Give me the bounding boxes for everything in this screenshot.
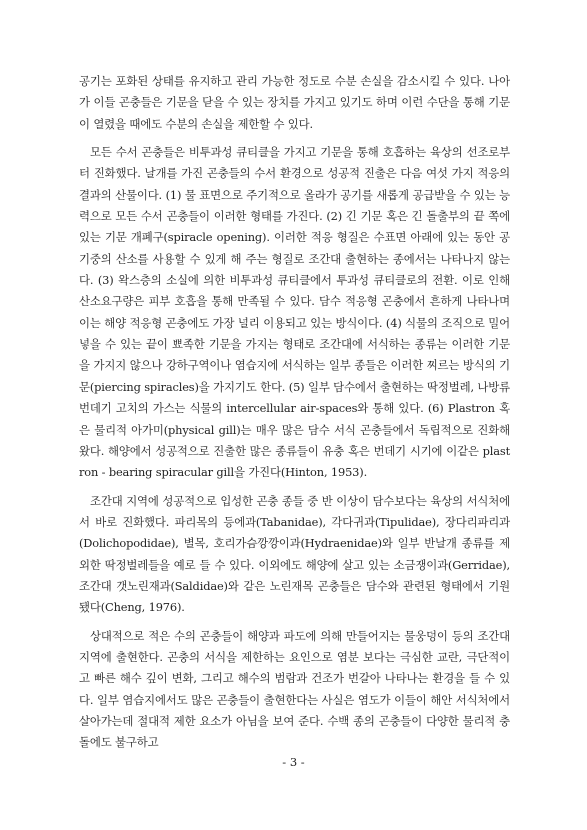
paragraph-3: 조간대 지역에 성공적으로 입성한 곤충 종들 중 반 이상이 담수보다는 육상의 서식처에서 바로 진화했다. 파리목의 등에과(Tabanidae), 각다귀과(Tipulidae), 장다리파리과(Dolichopodidae), 별목, 호리가슴깡깡이과(Hydraenidae)와 일부 반날개 종류를 제외한 딱정벌레들을 예로 들 수 있다. 이외에도 해양에 살고 있는 소금쟁이과(Gerridae), 조간대 갯노린재과(Saldidae)와 같은 노린재목 곤충들은 담수와 관련된 형태에서 기원됐다(Cheng, 1976). [79,493,510,615]
paragraph-4: 상대적으로 적은 수의 곤충들이 해양과 파도에 의해 만들어지는 물웅덩이 등의 조간대 지역에 출현한다. 곤충의 서식을 제한하는 요인으로 염분 보다는 극심한 교란, 극단적이고 빠른 해수 깊이 변화, 그리고 해수의 범람과 건조가 번갈아 나타나는 환경을 들 수 있다. 일부 염습지에서도 많은 곤충들이 출현한다는 사실은 염도가 이들이 해안 서식처에서 살아가는데 절대적 제한 요소가 아님을 보여 준다. 수백 종의 곤충들이 다양한 물리적 충돌에도 불구하고 [79,628,510,750]
paragraph-1: 공기는 포화된 상태를 유지하고 관리 가능한 정도로 수분 손실을 감소시킬 수 있다. 나아가 이들 곤충들은 기문을 닫을 수 있는 장치를 가지고 있기도 하며 이런 수단을 통해 기문이 열렸을 때에도 수분의 손실을 제한할 수 있다. [79,74,510,131]
paragraph-2: 모든 수서 곤충들은 비투과성 큐티클을 가지고 기문을 통해 호흡하는 육상의 선조로부터 진화했다. 날개를 가진 곤충들의 수서 환경으로 성공적 진출은 다음 여섯 가지 적응의 결과의 산물이다. (1) 물 표면으로 주기적으로 올라가 공기를 새롭게 공급받을 수 있는 능력으로 모든 수서 곤충들이 이러한 형태를 가진다. (2) 긴 기문 혹은 긴 돌출부의 끝 쪽에 있는 기문 개폐구(spiracle opening). 이러한 적응 형질은 수표면 아래에 있는 동안 공기중의 산소를 사용할 수 있게 해 주는 형질로 조간대 출현하는 종에서는 나타나지 않는다. (3) 왁스층의 소실에 의한 비투과성 큐티클에서 투과성 큐티클로의 전환. 이로 인해 산소요구량은 피부 호흡을 통해 만족될 수 있다. 담수 적응형 곤충에서 흔하게 나타나며 이는 해양 적응형 곤충에도 가장 널리 이용되고 있는 방식이다. (4) 식물의 조직으로 밀어 넣을 수 있는 끝이 뾰족한 기문을 가지는 형태로 조간대에 서식하는 종류는 이러한 기문을 가지지 않으나 강하구역이나 염습지에 서식하는 일부 종들은 이러한 찌르는 방식의 기문(piercing spiracles)을 가지기도 한다. (5) 일부 담수에서 출현하는 딱정벌레, 나방류 번데기 고치의 가스는 식물의 intercellular air-spaces와 통해 있다. (6) Plastron 혹은 물리적 아가미(physical gill)는 매우 많은 담수 서식 곤충들에서 독립적으로 진화해왔다. 해양에서 성공적으로 진출한 많은 종류들이 유충 혹은 번데기 시기에 이같은 plastron - bearing spiracular gill을 가진다(Hinton, 1953). [79,145,510,480]
body-text [79,71,510,761]
page-number: - 3 - [282,755,305,769]
